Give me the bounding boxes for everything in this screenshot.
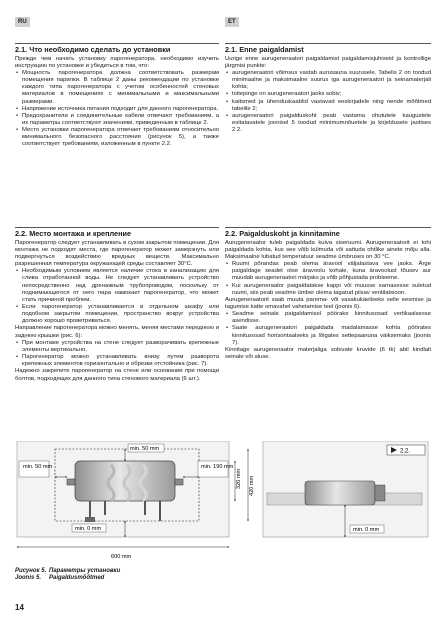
section-title: 2.2. Paigalduskoht ja kinnitamine bbox=[225, 229, 340, 238]
paragraph: Uurige enne aurugeneraatori paigaldamist paigaldamisjuhiseid ja kontrollige järgmisi punkte: bbox=[225, 55, 431, 69]
caption-number-ru: Рисунок 5. bbox=[15, 568, 47, 574]
pipe-fitting bbox=[85, 517, 95, 522]
section-title: 2.2. Место монтажа и крепление bbox=[15, 229, 132, 238]
paragraph: Направление парогенератора можно менять, меняя местами переднюю и заднюю крышки (рис. 6): bbox=[15, 325, 219, 339]
caption-text-et: Paigaldusmõõtmed bbox=[49, 575, 105, 582]
list-item: • Если парогенератор устанавливается в отдельном шкафу или подобном закрытом помещении, пространство вокруг устройства должно хорошо проветриваться. bbox=[15, 304, 219, 325]
paragraph: Надежно закрепите парогенератор на стене или основании при помощи болтов, подходящих для данного типа стенового материала (6 шт.). bbox=[15, 368, 219, 382]
section-rule bbox=[225, 227, 431, 228]
et-section-2-1 bbox=[225, 46, 431, 134]
paragraph: Aurugeneraator tuleb paigaldada kuiva siseruumi. Aurugeneraatorit ei tohi paigaldada kohta, kus see võib külmuda või sattuda ohtlike ainete mõju alla. Maksimaalne lubatud temperatuur seadme ümbruses on 30 °C. bbox=[225, 239, 431, 260]
list-item: • Необходимым условием является наличие стока в канализацию для слива отработанной воды. Не следует устанавливать устройство непосредственно над дренажным трубопроводом, поскольку от поднимающегося от него пара намокает парогенератор, что может стать причиной проблем. bbox=[15, 268, 219, 304]
section-rule bbox=[15, 43, 219, 44]
caption-text-ru: Параметры установки bbox=[49, 568, 121, 574]
paragraph: Парогенератор следует устанавливать в сухом закрытом помещении. Для монтажа не подходят места, где парогенератор может замерзнуть или подвергнуться воздействию вредных веществ. Максимально разрешенная температура окружающей среды составляет 30°C. bbox=[15, 239, 219, 268]
list-item: • Место установки парогенератора отвечает требованиям относительно минимального безопасного расстояния (рисунок 5), а также соответствует требованиям, изложенным в пункте 2.2. bbox=[15, 127, 219, 148]
list-item: • При монтаже устройства на стене следует разворачивать крепежные элементы вертикально. bbox=[15, 340, 219, 354]
section-rule bbox=[225, 43, 431, 44]
list-item: • Ruumi põrandas peab olema äravool väljalastava vee jaoks. Ärge paigaldage seadet otse äravoolu kohale, kuna äravoolust tõusev aur muudab aurugeneraatori märjaks ja võib põhjustada probleeme. bbox=[225, 261, 431, 282]
section-reference-label: 2.2. bbox=[400, 448, 411, 455]
side-connector bbox=[375, 485, 385, 501]
installation-diagram-svg bbox=[15, 441, 431, 561]
top-clearance-label: min. 50 mm bbox=[130, 446, 160, 452]
side-connector bbox=[175, 479, 183, 485]
section-rule bbox=[15, 227, 219, 228]
language-badge-ru: RU bbox=[15, 17, 30, 27]
caption-number-et: Joonis 5. bbox=[15, 575, 42, 582]
list-item: • Парогенератор можно устанавливать внизу путем разворота крепежных элементов горизонтально и обрезки отстойника (рис. 7). bbox=[15, 354, 219, 368]
page-number: 14 bbox=[15, 603, 24, 612]
list-item: • Seadme seinale paigaldamisel pöörake kinnitusosad vertikaalsesse asendisse. bbox=[225, 311, 431, 325]
bottom-right-clearance-label: min. 0 mm bbox=[353, 527, 380, 533]
section-title: 2.1. Enne paigaldamist bbox=[225, 45, 304, 54]
list-item: • toitepinge on aurugeneraatori jaoks sobiv; bbox=[225, 91, 431, 98]
steam-generator-side bbox=[305, 481, 375, 505]
height-a-label: 320 mm bbox=[236, 468, 242, 489]
paragraph: Aurugeneraatorit saab muuta parema- või vasakukäeliseks selle eesmise ja tagumise katte omavahel vahetamise teel (joonis 6). bbox=[225, 296, 431, 310]
right-clearance-label: min. 190 mm bbox=[201, 464, 234, 470]
side-connector bbox=[67, 479, 75, 485]
list-item: • Kui aurugeneraator paigaldatakse kappi või muusse sarnasesse suletud ruumi, siis peab seadme ümber olema tagatud piisav ventilatsioon. bbox=[225, 283, 431, 297]
list-item: • aurugeneraatori võimsus vastab aurusauna suurusele. Tabelis 2 on toodud minimaalne ja maksimaalne suurus iga aurugeneraatori ja seinamaterjali kohta; bbox=[225, 70, 431, 91]
section-title: 2.1. Что необходимо сделать до установки bbox=[15, 45, 171, 54]
list-item: • aurugeneraatori paigalduskoht peab vastama ohututele kaugustele esitatavatele joonisel 5 toodud miinimumnõuetele ja kirjelduseie jaotises 2.2. bbox=[225, 113, 431, 134]
figure-caption bbox=[15, 568, 120, 583]
list-item: • Мощность парогенератора должна соответствовать размерам помещения парилки. В таблице 2 даны рекомендации по установке каждого типа парогенератора с учетом особенностей стеновых материалов в помещениях с минимальными и максимальными размерами. bbox=[15, 70, 219, 106]
left-clearance-label: min. 50 mm bbox=[23, 464, 53, 470]
width-total-label: 600 mm bbox=[111, 554, 132, 560]
ru-section-2-2 bbox=[15, 230, 219, 383]
paragraph: Прежде чем начать установку парогенератора, необходимо изучить инструкцию по установке и убедиться в том, что: bbox=[15, 55, 219, 69]
list-item: • Saate aurugeneraatori paigaldada madalamasse kohta pöörates kinnitusosad horisontaalseks ja lõigates settepaanuna väiksemaks (joonis 7). bbox=[225, 325, 431, 346]
list-item: • kaitsmed ja ühenduskaablid vastavad eeskirjadele ning nende mõõtmed tabelile 2; bbox=[225, 99, 431, 113]
paragraph: Kinnitage aurugeneraator materjaliga sobivate kruvide (6 tk) abil kindlalt seinale või aluse. bbox=[225, 346, 431, 361]
bottom-left-clearance-label: min. 0 mm bbox=[75, 526, 102, 532]
et-section-2-2 bbox=[225, 230, 431, 361]
installation-diagram bbox=[15, 441, 431, 561]
list-item: • Напряжение источника питания подходит для данного парогенератора. bbox=[15, 106, 219, 113]
list-item: • Предохранители и соединительные кабели отвечают требованиям, а их параметры соответствуют значениям, приведенным в таблице 2. bbox=[15, 113, 219, 127]
ru-section-2-1 bbox=[15, 46, 219, 149]
language-badge-et: ET bbox=[225, 17, 239, 27]
height-b-label: 420 mm bbox=[249, 475, 255, 496]
